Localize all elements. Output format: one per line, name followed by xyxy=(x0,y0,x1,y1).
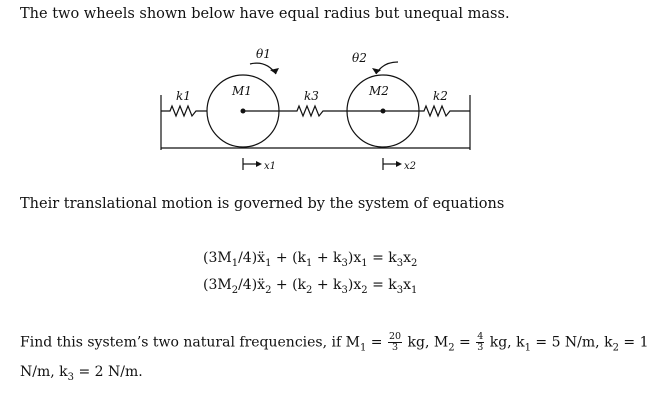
spring-k1 xyxy=(161,106,207,116)
question-line-1: Find this system’s two natural frequencies, if $M_1$ = $\frac{20}{3}$ kg, $M_2$ = $\frac{4}{3}$ kg, $k_1 = 5$ N/m, $k_2 = 1$ xyxy=(20,331,648,354)
spring-k2 xyxy=(383,106,470,116)
theta2-label: θ2 xyxy=(352,51,367,65)
m1-fraction: $\frac{20}{3}$ xyxy=(388,331,402,353)
theta1-label: θ1 xyxy=(256,47,271,61)
theta2-arrow xyxy=(376,62,398,74)
spring3-label: k3 xyxy=(304,89,319,103)
x2-label: x2 xyxy=(404,161,417,172)
mass2-label: M2 xyxy=(369,84,389,98)
govern-text: Their translational motion is governed by the system of equations xyxy=(20,196,505,212)
wheels-diagram xyxy=(0,0,601,190)
spring1-label: k1 xyxy=(176,89,191,103)
m2-fraction: $\frac{4}{3}$ xyxy=(477,331,484,353)
mass1-label: M1 xyxy=(232,84,252,98)
equation-2: $(3M_2/4)ẍ_2 + (k_2 + k_3)x_2 = k_3x_1$ xyxy=(203,277,418,296)
spring2-label: k2 xyxy=(433,89,448,103)
spring-k3 xyxy=(243,106,383,116)
x1-label: x1 xyxy=(264,161,277,172)
intro-text: The two wheels shown below have equal radius but unequal mass. xyxy=(20,6,510,22)
question-line-2: N/m, $k_3 = 2$ N/m. xyxy=(20,364,143,383)
theta1-arrow xyxy=(250,63,276,74)
equation-1: $(3M_1/4)ẍ_1 + (k_1 + k_3)x_1 = k_3x_2$ xyxy=(203,250,418,269)
